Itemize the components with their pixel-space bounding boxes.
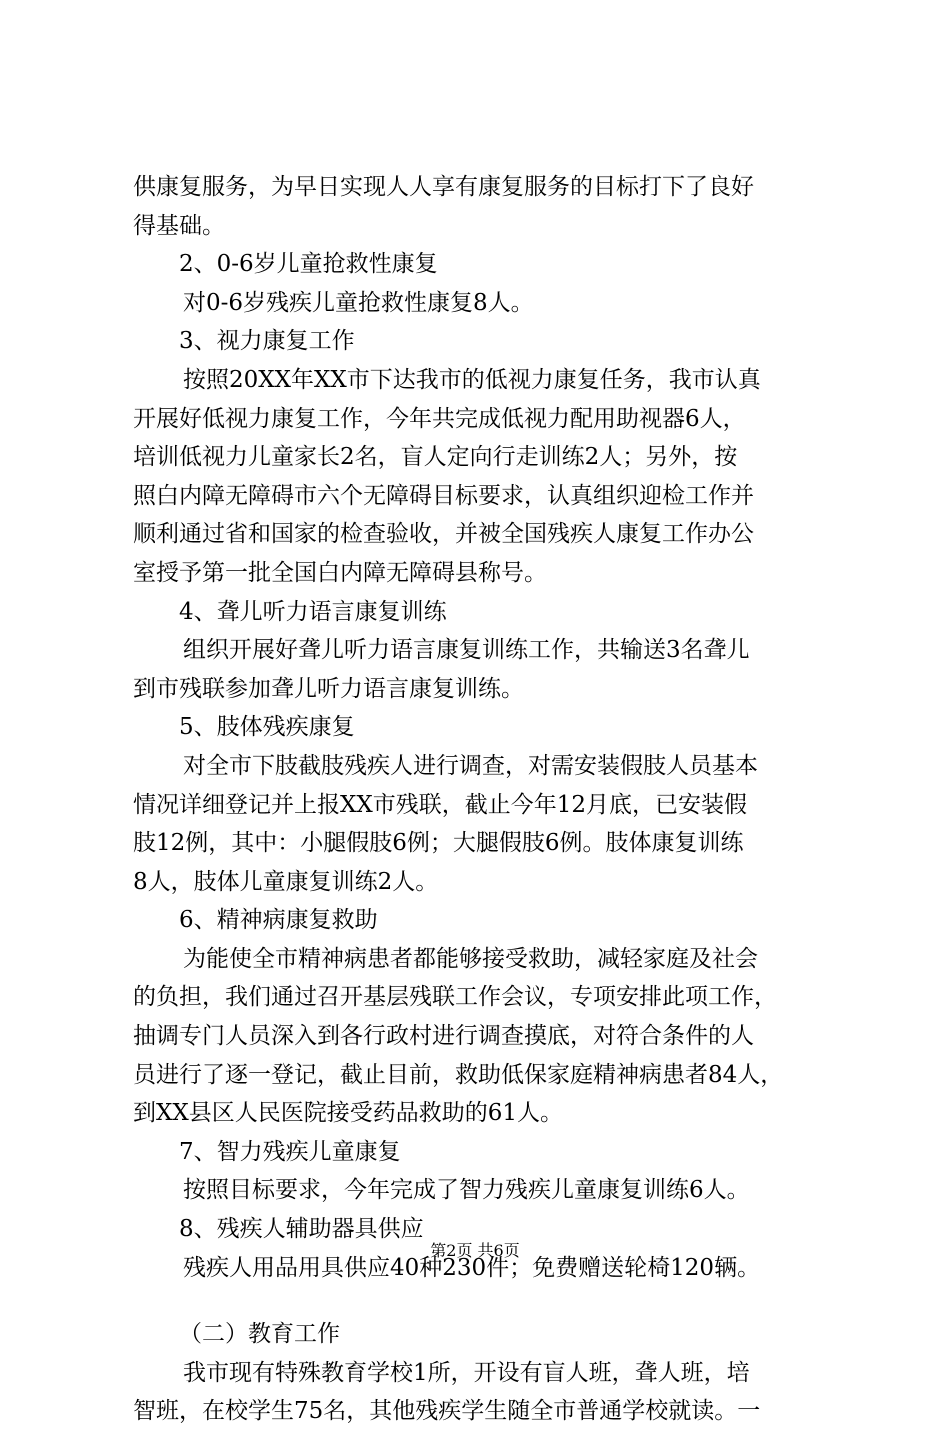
section-spacer — [133, 1287, 833, 1315]
paragraph-line: 得基础。 — [133, 212, 225, 239]
paragraph-line: 情况详细登记并上报XX市残联，截止今年12月底，已安装假 — [133, 791, 748, 818]
paragraph-line: 照白内障无障碍市六个无障碍目标要求，认真组织迎检工作并 — [133, 482, 754, 509]
paragraph-line: 培训低视力儿童家长2名，盲人定向行走训练2人；另外，按 — [133, 444, 738, 471]
page-footer: 第2页 共6页 — [430, 1241, 520, 1260]
section-heading: 6、精神病康复救助 — [179, 907, 378, 934]
paragraph-line: 室授予第一批全国白内障无障碍县称号。 — [133, 559, 547, 586]
paragraph-line: 肢12例，其中：小腿假肢6例；大腿假肢6例。肢体康复训练 — [133, 830, 744, 857]
paragraph-line: 8人，肢体儿童康复训练2人。 — [133, 868, 439, 895]
paragraph-line: 组织开展好聋儿听力语言康复训练工作，共输送3名聋儿 — [183, 637, 750, 664]
section-heading: 4、聋儿听力语言康复训练 — [179, 598, 447, 625]
section-heading: 2、0-6岁儿童抢救性康复 — [179, 251, 438, 278]
paragraph-line: 我市现有特殊教育学校1所，开设有盲人班，聋人班，培 — [183, 1359, 750, 1386]
paragraph-line: 对0-6岁残疾儿童抢救性康复8人。 — [183, 289, 534, 316]
paragraph-line: 对全市下肢截肢残疾人进行调查，对需安装假肢人员基本 — [183, 752, 758, 779]
paragraph-line: 按照20XX年XX市下达我市的低视力康复任务，我市认真 — [183, 366, 761, 393]
paragraph-line: 供康复服务，为早日实现人人享有康复服务的目标打下了良好 — [133, 174, 754, 200]
section-heading: 3、视力康复工作 — [179, 328, 355, 355]
paragraph-line: 为能使全市精神病患者都能够接受救助，减轻家庭及社会 — [183, 945, 758, 972]
section-heading: 7、智力残疾儿童康复 — [179, 1138, 401, 1165]
section-heading: 5、肢体残疾康复 — [179, 714, 355, 741]
paragraph-line: 智班，在校学生75名，其他残疾学生随全市普通学校就读。一 — [133, 1398, 761, 1425]
paragraph-line: 到市残联参加聋儿听力语言康复训练。 — [133, 675, 524, 702]
section-heading: （二）教育工作 — [179, 1321, 340, 1348]
paragraph-line: 抽调专门人员深入到各行政村进行调查摸底，对符合条件的人 — [133, 1023, 754, 1050]
paragraph-line: 顺利通过省和国家的检查验收，并被全国残疾人康复工作办公 — [133, 521, 754, 548]
paragraph-line: 残疾人用品用具供应40种230件；免费赠送轮椅120辆。 — [183, 1254, 761, 1281]
paragraph-line: 按照目标要求，今年完成了智力残疾儿童康复训练6人。 — [183, 1177, 750, 1204]
section-heading: 8、残疾人辅助器具供应 — [179, 1216, 424, 1243]
paragraph-line: 的负担，我们通过召开基层残联工作会议，专项安排此项工作， — [133, 984, 777, 1011]
paragraph-line: 开展好低视力康复工作，今年共完成低视力配用助视器6人， — [133, 405, 746, 432]
paragraph-line: 到XX县区人民医院接受药品救助的61人。 — [133, 1100, 564, 1127]
paragraph-line: 员进行了逐一登记，截止目前，救助低保家庭精神病患者84人， — [133, 1061, 784, 1088]
